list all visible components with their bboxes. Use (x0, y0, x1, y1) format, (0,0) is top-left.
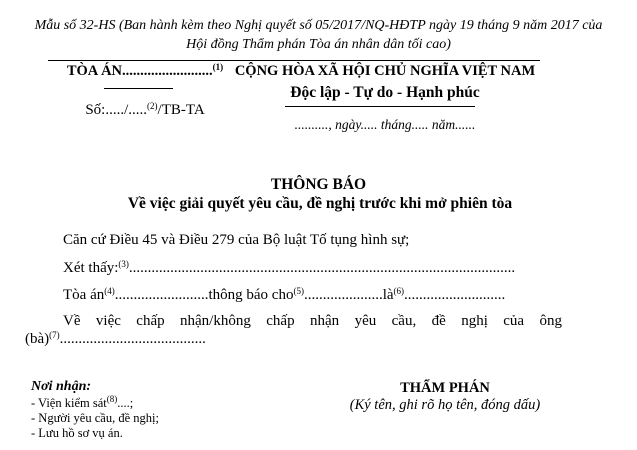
recipient-item: - Lưu hồ sơ vụ án. (31, 426, 123, 440)
signature-note: (Ký tên, ghi rõ họ tên, đóng dấu) (349, 397, 541, 413)
footnote-3: (3) (118, 259, 129, 269)
document-subtitle: Về việc giải quyết yêu cầu, đề nghị trước khi mở phiên tòa (127, 195, 513, 212)
court-underline (104, 88, 173, 89)
finding-blank[interactable]: ....................................................................................................... (128, 260, 516, 276)
notify-label: thông báo cho (208, 287, 294, 303)
footnote-5: (5) (293, 286, 304, 296)
nation-title: CỘNG HÒA XÃ HỘI CHỦ NGHĨA VIỆT NAM (234, 63, 536, 79)
procuracy-blank[interactable]: ....; (117, 396, 134, 410)
motto-underline (285, 106, 475, 107)
finding-label: Xét thấy: (63, 260, 119, 276)
footnote-2: (2) (147, 101, 158, 111)
form-note (0, 16, 637, 54)
recipient-procuracy: - Viện kiểm sát (31, 396, 107, 410)
person-line (25, 331, 206, 348)
motto: Độc lập - Tự do - Hạnh phúc (290, 84, 480, 101)
form-note-line2: Hội đồng Thẩm phán Tòa án nhân dân tối cao) (186, 37, 451, 52)
person-blank[interactable]: ....................................... (59, 331, 206, 347)
notify-blank[interactable]: ..................... (303, 287, 383, 303)
footnote-1: (1) (212, 62, 224, 72)
form-note-line1: Mẫu số 32-HS (Ban hành kèm theo Nghị quyết số 05/2017/NQ-HĐTP ngày 19 tháng 9 năm 2017 của (34, 18, 603, 33)
recipient-item (31, 396, 133, 411)
is-label: là (382, 287, 394, 303)
recipients-title: Nơi nhận: (31, 379, 92, 394)
basis-line: Căn cứ Điều 45 và Điều 279 của Bộ luật Tố tụng hình sự; (63, 232, 410, 248)
notification-line (63, 287, 505, 304)
finding-line (63, 260, 515, 277)
person-label: (bà) (25, 331, 50, 347)
footnote-6: (6) (393, 286, 405, 296)
footnote-8: (8) (106, 394, 118, 404)
court-name-text: TÒA ÁN......................... (66, 63, 213, 79)
top-divider (48, 60, 540, 61)
court-name (60, 63, 230, 80)
footnote-7: (7) (49, 330, 60, 340)
document-number-suffix: /TB-TA (157, 102, 205, 118)
court-blank[interactable]: ......................... (114, 287, 209, 303)
document-number (60, 102, 230, 119)
date-line: .........., ngày..... tháng..... năm...... (294, 117, 476, 132)
recipient-item: - Người yêu cầu, đề nghị; (31, 411, 159, 425)
document-number-prefix: Số:...../..... (85, 102, 148, 118)
content-blank[interactable]: ........................... (404, 287, 506, 303)
document-title: THÔNG BÁO (270, 176, 367, 193)
acceptance-line: Về việc chấp nhận/không chấp nhận yêu cầu, đề nghị của ông (63, 313, 562, 329)
court-label: Tòa án (63, 287, 105, 303)
judge-title: THẨM PHÁN (400, 380, 490, 396)
footnote-4: (4) (104, 286, 115, 296)
